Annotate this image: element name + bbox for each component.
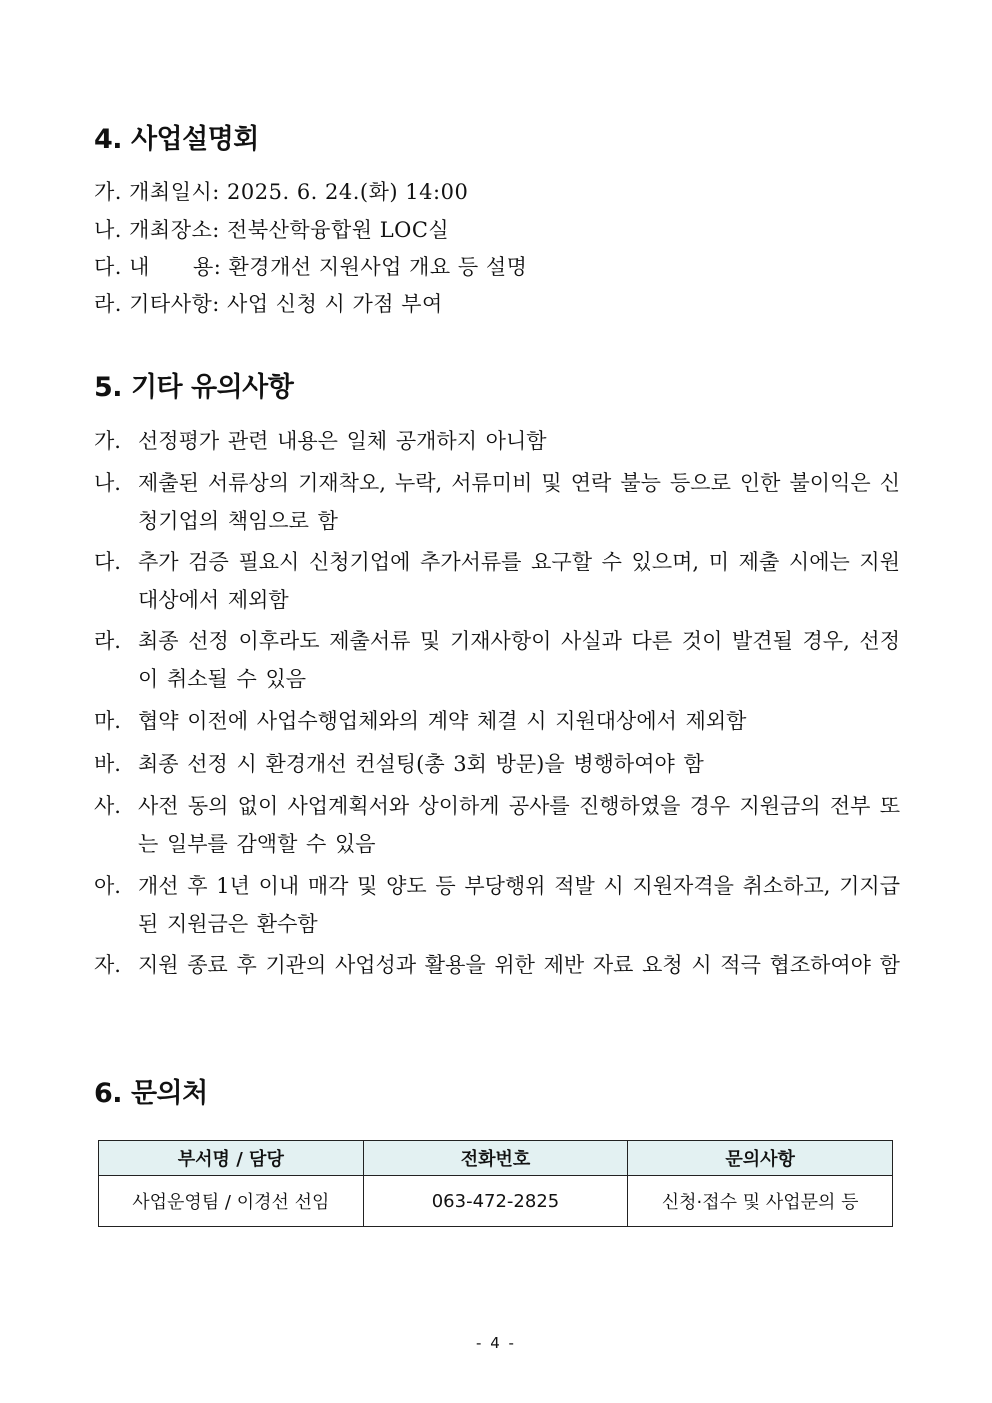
section-4-item-venue: 나. 개최장소: 전북산학융합원 LOC실 <box>94 218 450 242</box>
notice-item <box>94 464 900 540</box>
table-row <box>99 1176 893 1227</box>
notice-item <box>94 702 900 740</box>
notice-item-text: 제출된 서류상의 기재착오, 누락, 서류미비 및 연락 불능 등으로 인한 불이익은 신청기업의 책임으로 함 <box>138 471 900 533</box>
notice-item-text: 최종 선정 이후라도 제출서류 및 기재사항이 사실과 다른 것이 발견될 경우, 선정이 취소될 수 있음 <box>138 629 900 691</box>
notice-item-text: 최종 선정 시 환경개선 컨설팅(총 3회 방문)을 병행하여야 함 <box>138 752 704 776</box>
notice-item <box>94 946 900 984</box>
cell-department: 사업운영팀 / 이경선 선임 <box>99 1176 364 1227</box>
column-header-department: 부서명 / 담당 <box>99 1141 364 1176</box>
notice-item-marker: 바. <box>94 752 121 776</box>
page-number: - 4 - <box>476 1334 516 1352</box>
notice-item <box>94 745 900 783</box>
section-4-heading: 4. 사업설명회 <box>94 124 259 155</box>
section-4-item-date: 가. 개최일시: 2025. 6. 24.(화) 14:00 <box>94 180 469 204</box>
section-4-item-other: 라. 기타사항: 사업 신청 시 가점 부여 <box>94 292 443 316</box>
cell-inquiry: 신청·접수 및 사업문의 등 <box>628 1176 893 1227</box>
notice-item-marker: 아. <box>94 874 121 898</box>
notice-item-marker: 가. <box>94 429 121 453</box>
notice-item <box>94 543 900 619</box>
notice-item-marker: 다. <box>94 550 121 574</box>
notice-item <box>94 622 900 698</box>
notice-item-marker: 나. <box>94 471 121 495</box>
column-header-phone: 전화번호 <box>363 1141 628 1176</box>
notice-item-text: 협약 이전에 사업수행업체와의 계약 체결 시 지원대상에서 제외함 <box>138 709 747 733</box>
notice-item-marker: 사. <box>94 794 121 818</box>
notice-item <box>94 787 900 863</box>
cell-phone: 063-472-2825 <box>363 1176 628 1227</box>
contact-table-header-row <box>99 1141 893 1176</box>
notice-item-text: 개선 후 1년 이내 매각 및 양도 등 부당행위 적발 시 지원자격을 취소하고, 기지급된 지원금은 환수함 <box>138 874 900 936</box>
notice-item-marker: 자. <box>94 953 121 977</box>
notice-item-marker: 마. <box>94 709 121 733</box>
notice-item-text: 추가 검증 필요시 신청기업에 추가서류를 요구할 수 있으며, 미 제출 시에는 지원 대상에서 제외함 <box>138 550 900 612</box>
section-6-heading: 6. 문의처 <box>94 1078 208 1109</box>
notice-item-text: 지원 종료 후 기관의 사업성과 활용을 위한 제반 자료 요청 시 적극 협조하여야 함 <box>138 953 900 977</box>
column-header-inquiry: 문의사항 <box>628 1141 893 1176</box>
notice-item-text: 사전 동의 없이 사업계획서와 상이하게 공사를 진행하였을 경우 지원금의 전부 또는 일부를 감액할 수 있음 <box>138 794 900 856</box>
section-5-heading: 5. 기타 유의사항 <box>94 372 294 403</box>
notice-item-marker: 라. <box>94 629 121 653</box>
notice-item-text: 선정평가 관련 내용은 일체 공개하지 아니함 <box>138 429 547 453</box>
notice-item <box>94 867 900 943</box>
contact-table <box>98 1140 893 1227</box>
section-4-item-content: 다. 내 용: 환경개선 지원사업 개요 등 설명 <box>94 255 528 279</box>
notice-item <box>94 422 900 460</box>
